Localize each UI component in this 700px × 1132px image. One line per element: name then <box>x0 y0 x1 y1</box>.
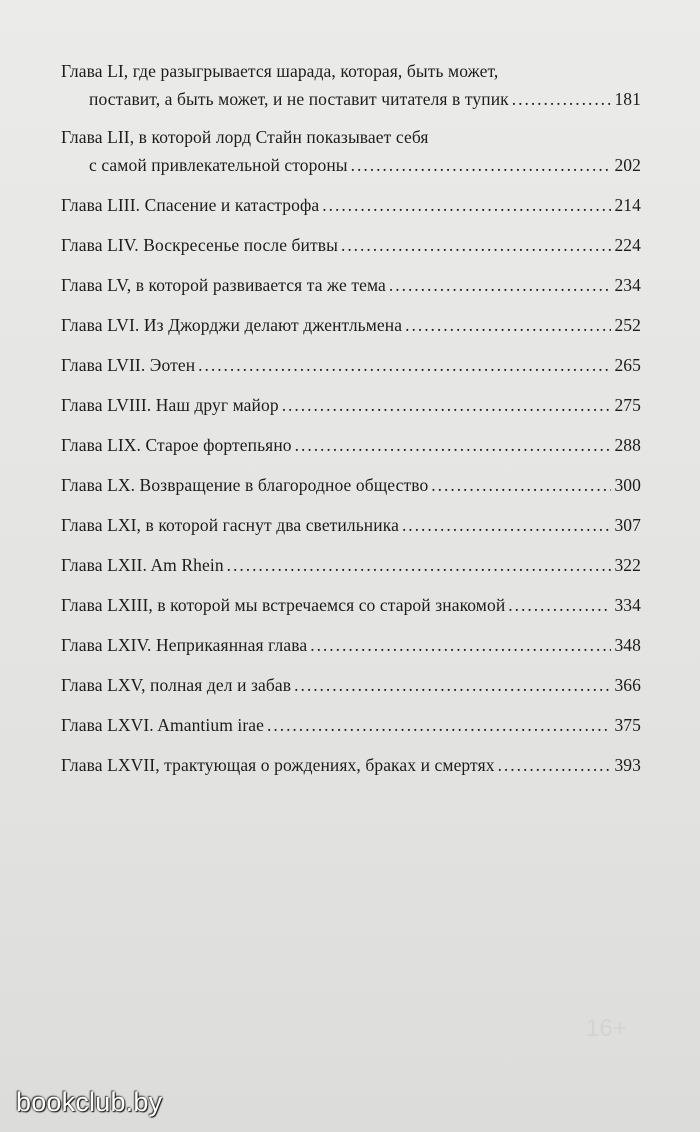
toc-entry <box>61 432 641 458</box>
toc-entry <box>61 124 641 178</box>
toc-entry-title: Глава LX. Возвращение в благородное общество <box>61 475 429 495</box>
toc-entry-page: 181 <box>614 89 641 109</box>
toc-entry-page: 307 <box>614 515 641 535</box>
dot-leader <box>402 512 611 538</box>
toc-entry-page: 202 <box>614 155 641 175</box>
dot-leader <box>351 152 612 178</box>
toc-entry-page: 275 <box>614 395 641 415</box>
toc-entry-title: Глава LXVII, трактующая о рождениях, браках и смертях <box>61 755 495 775</box>
toc-entry-title: Глава LIX. Старое фортепьяно <box>61 435 292 455</box>
toc-entry <box>61 752 641 778</box>
toc-entry <box>61 58 641 112</box>
toc-entry-title-continued: с самой привлекательной стороны <box>89 155 348 175</box>
dot-leader <box>198 352 611 378</box>
toc-entry <box>61 272 641 298</box>
toc-entry <box>61 392 641 418</box>
toc-entry-page: 214 <box>614 195 641 215</box>
toc-entry-title: Глава LXIV. Неприкаянная глава <box>61 635 308 655</box>
dot-leader <box>267 712 611 738</box>
dot-leader <box>341 232 611 258</box>
dot-leader <box>405 312 611 338</box>
toc-entry <box>61 552 641 578</box>
toc-entry-page: 348 <box>614 635 641 655</box>
dot-leader <box>227 552 612 578</box>
toc-entry <box>61 632 641 658</box>
toc-entry-title: Глава LVII. Эотен <box>61 355 196 375</box>
toc-entry-page: 288 <box>614 435 641 455</box>
toc-entry <box>61 672 641 698</box>
age-rating-mark: 16+ <box>586 1015 627 1042</box>
dot-leader <box>498 752 612 778</box>
toc-entry-title: Глава LIII. Спасение и катастрофа <box>61 195 320 215</box>
dot-leader <box>431 472 611 498</box>
toc-entry-title: Глава LXVI. Amantium irae <box>61 715 265 735</box>
toc-entry-title: Глава LII, в которой лорд Стайн показывает себя <box>61 127 429 147</box>
toc-entry-title: Глава LXII. Am Rhein <box>61 555 224 575</box>
table-of-contents <box>61 58 641 778</box>
toc-entry-title: Глава LIV. Воскресенье после битвы <box>61 235 338 255</box>
dot-leader <box>310 632 611 658</box>
toc-entry-page: 265 <box>614 355 641 375</box>
dot-leader <box>294 672 611 698</box>
toc-entry-title: Глава LXIII, в которой мы встречаемся со старой знакомой <box>61 595 506 615</box>
toc-entry-title: Глава LXI, в которой гаснут два светильника <box>61 515 399 535</box>
toc-entry-page: 224 <box>614 235 641 255</box>
dot-leader <box>508 592 611 618</box>
toc-entry-page: 334 <box>614 595 641 615</box>
toc-entry <box>61 352 641 378</box>
toc-entry-page: 375 <box>614 715 641 735</box>
toc-entry-page: 234 <box>614 275 641 295</box>
toc-entry <box>61 592 641 618</box>
toc-entry-page: 393 <box>614 755 641 775</box>
toc-entry-page: 366 <box>614 675 641 695</box>
toc-entry <box>61 192 641 218</box>
toc-entry-page: 252 <box>614 315 641 335</box>
dot-leader <box>512 86 612 112</box>
toc-entry-title: Глава LXV, полная дел и забав <box>61 675 292 695</box>
toc-entry <box>61 712 641 738</box>
dot-leader <box>282 392 612 418</box>
toc-entry <box>61 232 641 258</box>
dot-leader <box>322 192 611 218</box>
site-watermark: bookclub.by <box>16 1087 163 1117</box>
toc-entry-title: Глава LV, в которой развивается та же тема <box>61 275 386 295</box>
toc-entry-title: Глава LVIII. Наш друг майор <box>61 395 279 415</box>
toc-entry <box>61 472 641 498</box>
toc-entry-title: Глава LI, где разыгрывается шарада, которая, быть может, <box>61 61 499 81</box>
toc-entry-page: 300 <box>614 475 641 495</box>
toc-entry <box>61 512 641 538</box>
toc-entry-title-continued: поставит, а быть может, и не поставит читателя в тупик <box>89 89 509 109</box>
dot-leader <box>295 432 612 458</box>
toc-entry-title: Глава LVI. Из Джорджи делают джентльмена <box>61 315 403 335</box>
toc-entry <box>61 312 641 338</box>
dot-leader <box>389 272 612 298</box>
toc-entry-page: 322 <box>614 555 641 575</box>
